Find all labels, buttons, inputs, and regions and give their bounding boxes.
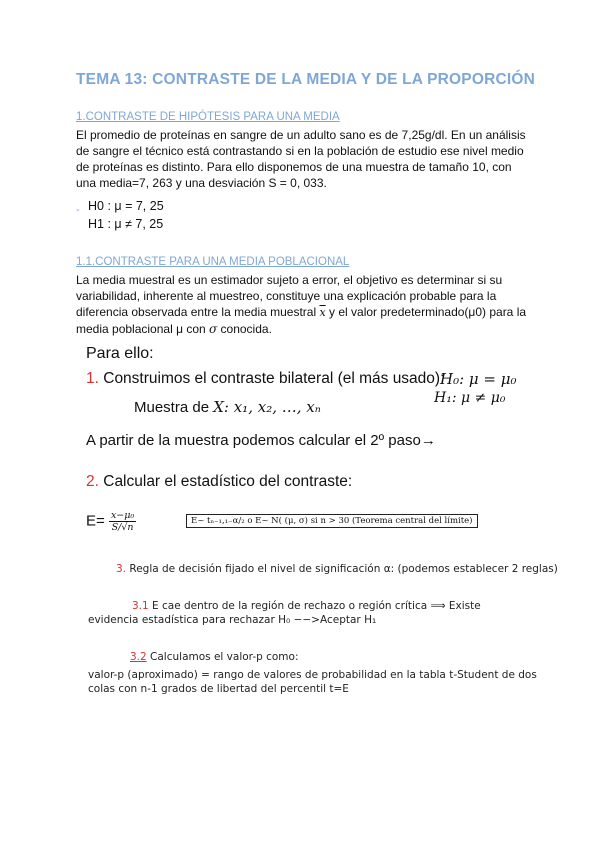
step-number: 3.1 xyxy=(132,600,149,612)
statistic-formula xyxy=(86,510,136,533)
text-fragment: diferencia observada entre la media muestral xyxy=(76,305,320,319)
step-text: Calculamos el valor-p como: xyxy=(146,651,299,663)
step-text: Regla de decisión fijado el nivel de significación α: (podemos establecer 2 reglas) xyxy=(126,563,558,575)
step-text: Calcular el estadístico del contraste: xyxy=(98,473,353,490)
step-1 xyxy=(86,370,444,388)
sample-formula: X: x₁, x₂, …, xₙ xyxy=(213,398,321,416)
paragraph-line: de sangre el técnico está contrastando si en la población de estudio ese nivel medio xyxy=(76,144,524,158)
h1-formula: H₁: μ ≠ μ₀ xyxy=(434,390,506,406)
sample-mean-symbol: $\overline{x}$ xyxy=(319,306,326,319)
step-text: E cae dentro de la región de rechazo o región crítica ⟹ Existe xyxy=(148,600,481,612)
paragraph-line: una media=7, 263 y una desviación S = 0, 033. xyxy=(76,176,327,190)
h0-formula: H₀: μ = μ₀ xyxy=(440,370,517,388)
paragraph-line xyxy=(76,321,536,337)
step-number: 2. xyxy=(86,473,99,490)
paragraph-line xyxy=(76,304,536,321)
p-value-line-1: valor-p (aproximado) = rango de valores de probabilidad en la tabla t-Student de dos xyxy=(88,669,537,681)
section-heading-hypothesis: 1.CONTRASTE DE HIPÓTESIS PARA UNA MEDIA xyxy=(76,111,340,123)
paragraph-line: El promedio de proteínas en sangre de un adulto sano es de 7,25g/dl. En un análisis xyxy=(76,128,526,142)
step-3-1 xyxy=(132,600,481,612)
sample-prefix: Muestra de xyxy=(134,399,214,416)
from-sample-line: A partir de la muestra podemos calcular el 2º paso→ xyxy=(86,432,436,449)
fraction-denominator: S/√n xyxy=(111,522,134,533)
step-3-2 xyxy=(130,651,299,663)
null-hypothesis: H0 : μ = 7, 25 xyxy=(88,199,164,213)
sigma-symbol: σ xyxy=(209,322,218,336)
step-3-1-continuation: evidencia estadística para rechazar H₀ −−>Aceptar H₁ xyxy=(88,614,377,626)
p-value-line-2: colas con n-1 grados de libertad del percentil t=E xyxy=(88,683,349,695)
page-title: TEMA 13: CONTRASTE DE LA MEDIA Y DE LA PROPORCIÓN xyxy=(76,71,536,88)
paragraph-line: variabilidad, inherente al muestreo, constituye una explicación probable para la xyxy=(76,289,497,303)
paragraph-line: de proteínas es distinto. Para ello disponemos de una muestra de tamaño 10, con xyxy=(76,160,512,174)
population-mean-paragraph xyxy=(76,272,536,337)
text-fragment: conocida. xyxy=(217,322,272,336)
step-text: Construimos el contraste bilateral (el más usado): xyxy=(98,370,445,387)
step-2 xyxy=(86,473,352,491)
text-fragment: media poblacional μ con xyxy=(76,322,209,336)
statistic-fraction xyxy=(109,510,136,533)
step-number: 3.2 xyxy=(130,651,147,663)
statistic-label: E= xyxy=(86,512,105,530)
step-number: 3. xyxy=(116,563,127,575)
sample-line xyxy=(134,398,321,416)
alt-hypothesis: H1 : μ ≠ 7, 25 xyxy=(88,217,164,231)
step-number: 1. xyxy=(86,370,99,387)
intro-paragraph xyxy=(76,127,536,191)
paragraph-line: La media muestral es un estimador sujeto a error, el objetivo es determinar si su xyxy=(76,273,503,287)
steps-intro: Para ello: xyxy=(86,345,154,362)
distribution-box: E~ tₙ₋₁,₁₋α/₂ o E~ N( (μ, σ) si n > 30 (Teorema central del límite) xyxy=(186,514,478,528)
section-heading-population-mean: 1.1.CONTRASTE PARA UNA MEDIA POBLACIONAL xyxy=(76,256,350,268)
text-fragment: y el valor predeterminado(μ0) para la xyxy=(325,305,527,319)
bullet-dash: - xyxy=(76,204,80,216)
fraction-numerator: x−μ₀ xyxy=(110,510,135,521)
step-3 xyxy=(116,563,558,575)
